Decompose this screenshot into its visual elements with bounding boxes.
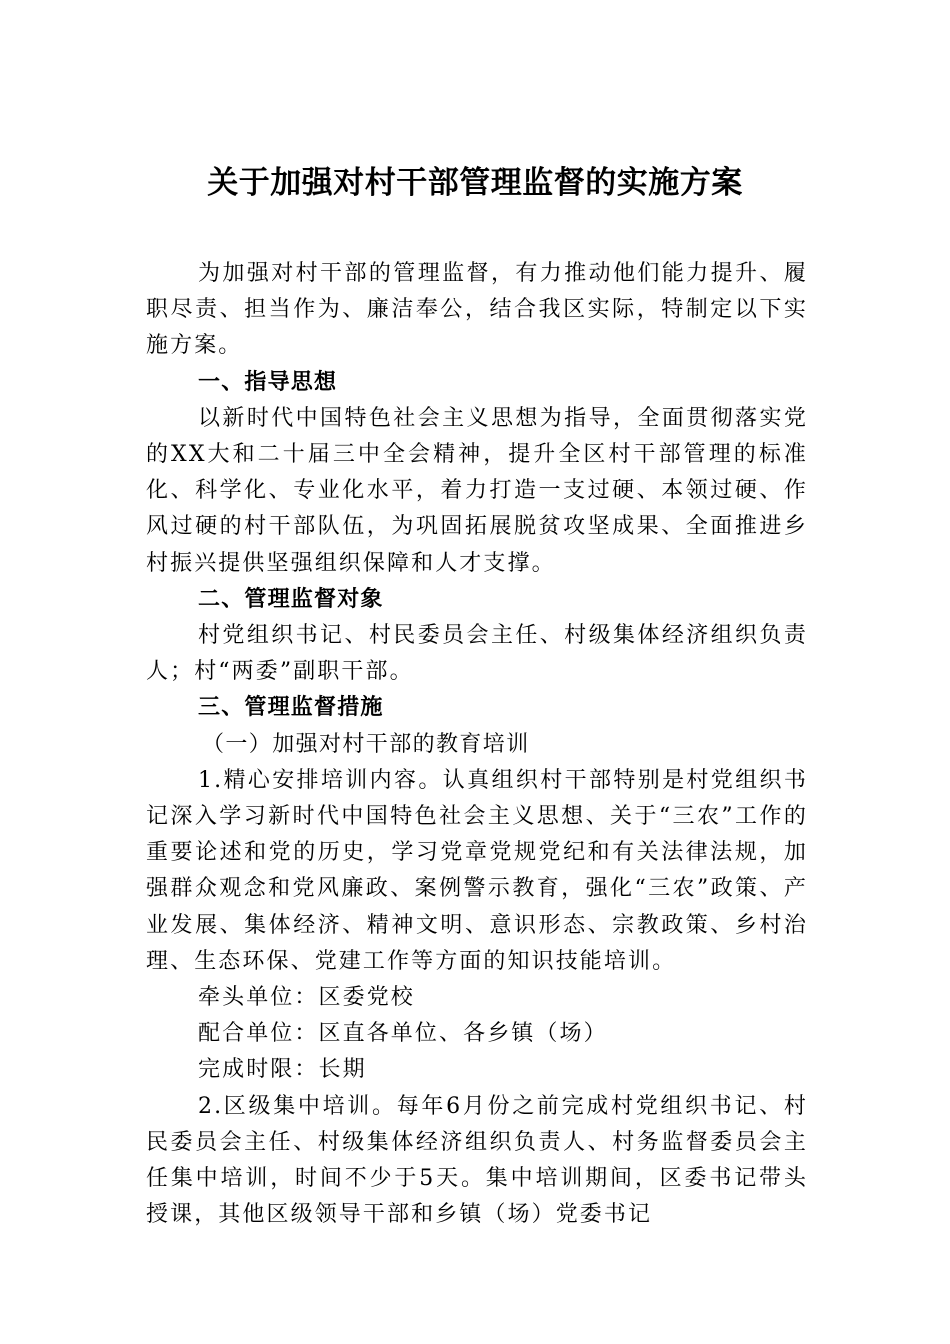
section-heading: 一、指导思想	[198, 369, 338, 395]
document-body	[146, 256, 808, 1233]
paragraph: 村党组织书记、村民委员会主任、村级集体经济组织负责人；村“两委”副职干部。	[146, 623, 808, 685]
paragraph: 为加强对村干部的管理监督，有力推动他们能力提升、履职尽责、担当作为、廉洁奉公，结合我区实际，特制定以下实施方案。	[146, 261, 808, 359]
document-title: 关于加强对村干部管理监督的实施方案	[207, 165, 743, 201]
subsection-heading: （一）加强对村干部的教育培训	[202, 731, 530, 757]
paragraph: 牵头单位：区委党校	[198, 985, 415, 1011]
paragraph: 配合单位：区直各单位、各乡镇（场）	[198, 1021, 608, 1047]
paragraph: 1.精心安排培训内容。认真组织村干部特别是村党组织书记深入学习新时代中国特色社会主义思想、关于“三农”工作的重要论述和党的历史，学习党章党规党纪和有关法律法规，加强群众观念和党风廉政、案例警示教育，强化“三农”政策、产业发展、集体经济、精神文明、意识形态、宗教政策、乡村治理、生态环保、党建工作等方面的知识技能培训。	[146, 767, 808, 974]
paragraph: 完成时限：长期	[198, 1057, 367, 1083]
paragraph: 2.区级集中培训。每年6月份之前完成村党组织书记、村民委员会主任、村级集体经济组织负责人、村务监督委员会主任集中培训，时间不少于5天。集中培训期间，区委书记带头授课，其他区级领导干部和乡镇（场）党委书记	[146, 1093, 808, 1228]
section-heading: 二、管理监督对象	[198, 586, 384, 612]
section-heading: 三、管理监督措施	[198, 695, 384, 721]
paragraph: 以新时代中国特色社会主义思想为指导，全面贯彻落实党的XX大和二十届三中全会精神，提升全区村干部管理的标准化、科学化、专业化水平，着力打造一支过硬、本领过硬、作风过硬的村干部队伍，为巩固拓展脱贫攻坚成果、全面推进乡村振兴提供坚强组织保障和人才支撑。	[146, 405, 808, 576]
